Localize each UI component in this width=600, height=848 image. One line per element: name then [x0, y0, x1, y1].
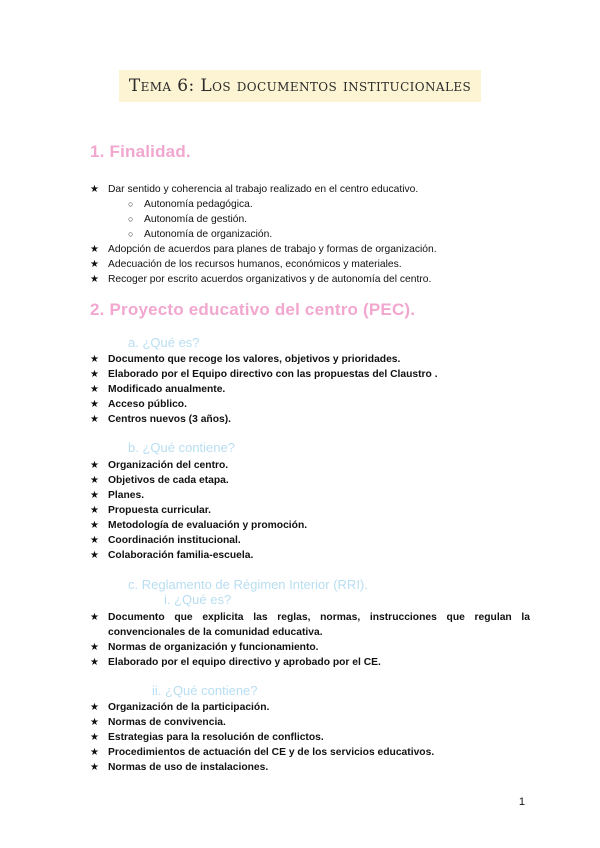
list-item-text: Documento que recoge los valores, objetivos y prioridades.: [108, 354, 401, 365]
list-item: [90, 257, 530, 272]
list-item-text: Metodología de evaluación y promoción.: [108, 520, 308, 531]
subsection-c-i-heading: i. ¿Qué es?: [164, 592, 232, 607]
star-bullet-icon: ★: [90, 244, 99, 255]
list-item: [90, 412, 530, 427]
list-item-text: Recoger por escrito acuerdos organizativos y de autonomía del centro.: [108, 274, 432, 285]
list-item: [90, 488, 530, 503]
star-bullet-icon: ★: [90, 520, 99, 531]
list-item-text: Modificado anualmente.: [108, 384, 226, 395]
star-bullet-icon: ★: [90, 702, 99, 713]
subsection-c-i-list: [90, 610, 530, 670]
subsection-b-list: [90, 458, 530, 563]
list-item-text: Propuesta curricular.: [108, 505, 212, 516]
list-item: [90, 272, 530, 287]
list-item-text: Estrategias para la resolución de conflictos.: [108, 732, 324, 743]
list-item: [90, 397, 530, 412]
list-item: [90, 382, 530, 397]
list-item: [90, 503, 530, 518]
list-item-text: Documento que explicita las reglas, normas, instrucciones que regulan la convencionales de la comunidad educativa.: [108, 612, 530, 638]
star-bullet-icon: ★: [90, 762, 99, 773]
list-item-text: Colaboración familia-escuela.: [108, 550, 254, 561]
section-2-heading: 2. Proyecto educativo del centro (PEC).: [90, 300, 416, 319]
list-item-text: Organización del centro.: [108, 460, 229, 471]
section-1-heading: 1. Finalidad.: [90, 142, 191, 161]
list-item-text: Centros nuevos (3 años).: [108, 414, 232, 425]
star-bullet-icon: ★: [90, 732, 99, 743]
list-item: [90, 533, 530, 548]
list-item-text: Elaborado por el equipo directivo y aprobado por el CE.: [108, 657, 381, 668]
star-bullet-icon: ★: [90, 354, 99, 365]
list-item-text: Adecuación de los recursos humanos, económicos y materiales.: [108, 259, 402, 270]
list-item: [90, 518, 530, 533]
subsection-a-heading: a. ¿Qué es?: [128, 335, 200, 350]
star-bullet-icon: ★: [90, 657, 99, 668]
star-bullet-icon: ★: [90, 274, 99, 285]
sub-list-item: [128, 212, 530, 227]
subsection-b-heading: b. ¿Qué contiene?: [128, 440, 235, 455]
star-bullet-icon: ★: [90, 612, 99, 623]
subsection-c-heading: c. Reglamento de Régimen Interior (RRI).: [128, 577, 368, 592]
list-item: [90, 640, 530, 655]
sub-item-text: Autonomía pedagógica.: [144, 199, 253, 210]
star-bullet-icon: ★: [90, 535, 99, 546]
star-bullet-icon: ★: [90, 505, 99, 516]
star-bullet-icon: ★: [90, 550, 99, 561]
list-item: [90, 352, 530, 367]
subsection-c-ii-list: [90, 700, 530, 775]
list-item: [90, 715, 530, 730]
subsection-a-list: [90, 352, 530, 427]
star-bullet-icon: ★: [90, 747, 99, 758]
list-item: [90, 548, 530, 563]
list-item-text: Dar sentido y coherencia al trabajo realizado en el centro educativo.: [108, 184, 419, 195]
list-item-text: Coordinación institucional.: [108, 535, 241, 546]
list-item-text: Organización de la participación.: [108, 702, 270, 713]
list-item: [90, 367, 530, 382]
star-bullet-icon: ★: [90, 184, 99, 195]
circle-bullet-icon: ○: [128, 199, 134, 209]
list-item: [90, 760, 530, 775]
list-item: [90, 745, 530, 760]
list-item-text: Elaborado por el Equipo directivo con las propuestas del Claustro .: [108, 369, 438, 380]
page-number: 1: [518, 796, 525, 808]
star-bullet-icon: ★: [90, 490, 99, 501]
page-title: Tema 6: Los documentos institucionales: [119, 70, 481, 102]
list-item-text: Procedimientos de actuación del CE y de los servicios educativos.: [108, 747, 435, 758]
list-item: [90, 730, 530, 745]
list-item-text: Planes.: [108, 490, 145, 501]
star-bullet-icon: ★: [90, 399, 99, 410]
star-bullet-icon: ★: [90, 384, 99, 395]
list-item-text: Normas de uso de instalaciones.: [108, 762, 269, 773]
star-bullet-icon: ★: [90, 369, 99, 380]
circle-bullet-icon: ○: [128, 214, 134, 224]
list-item-text: Normas de convivencia.: [108, 717, 226, 728]
star-bullet-icon: ★: [90, 460, 99, 471]
subsection-c-ii-heading: ii. ¿Qué contiene?: [152, 683, 258, 698]
star-bullet-icon: ★: [90, 717, 99, 728]
list-item: [90, 458, 530, 473]
list-item: [90, 700, 530, 715]
sub-item-text: Autonomía de organización.: [144, 229, 273, 240]
list-item-text: Objetivos de cada etapa.: [108, 475, 229, 486]
star-bullet-icon: ★: [90, 259, 99, 270]
circle-bullet-icon: ○: [128, 229, 134, 239]
star-bullet-icon: ★: [90, 414, 99, 425]
star-bullet-icon: ★: [90, 642, 99, 653]
list-item: [90, 182, 530, 242]
sub-list-item: [128, 197, 530, 212]
list-item: [90, 655, 530, 670]
list-item: [90, 610, 530, 640]
list-item-text: Adopción de acuerdos para planes de trabajo y formas de organización.: [108, 244, 437, 255]
title-container: [0, 70, 600, 102]
list-item-text: Acceso público.: [108, 399, 187, 410]
star-bullet-icon: ★: [90, 475, 99, 486]
sub-list-item: [128, 227, 530, 242]
sub-list: [108, 197, 530, 242]
list-item: [90, 473, 530, 488]
section-1-list: [90, 182, 530, 287]
sub-item-text: Autonomía de gestión.: [144, 214, 248, 225]
list-item: [90, 242, 530, 257]
list-item-text: Normas de organización y funcionamiento.: [108, 642, 319, 653]
